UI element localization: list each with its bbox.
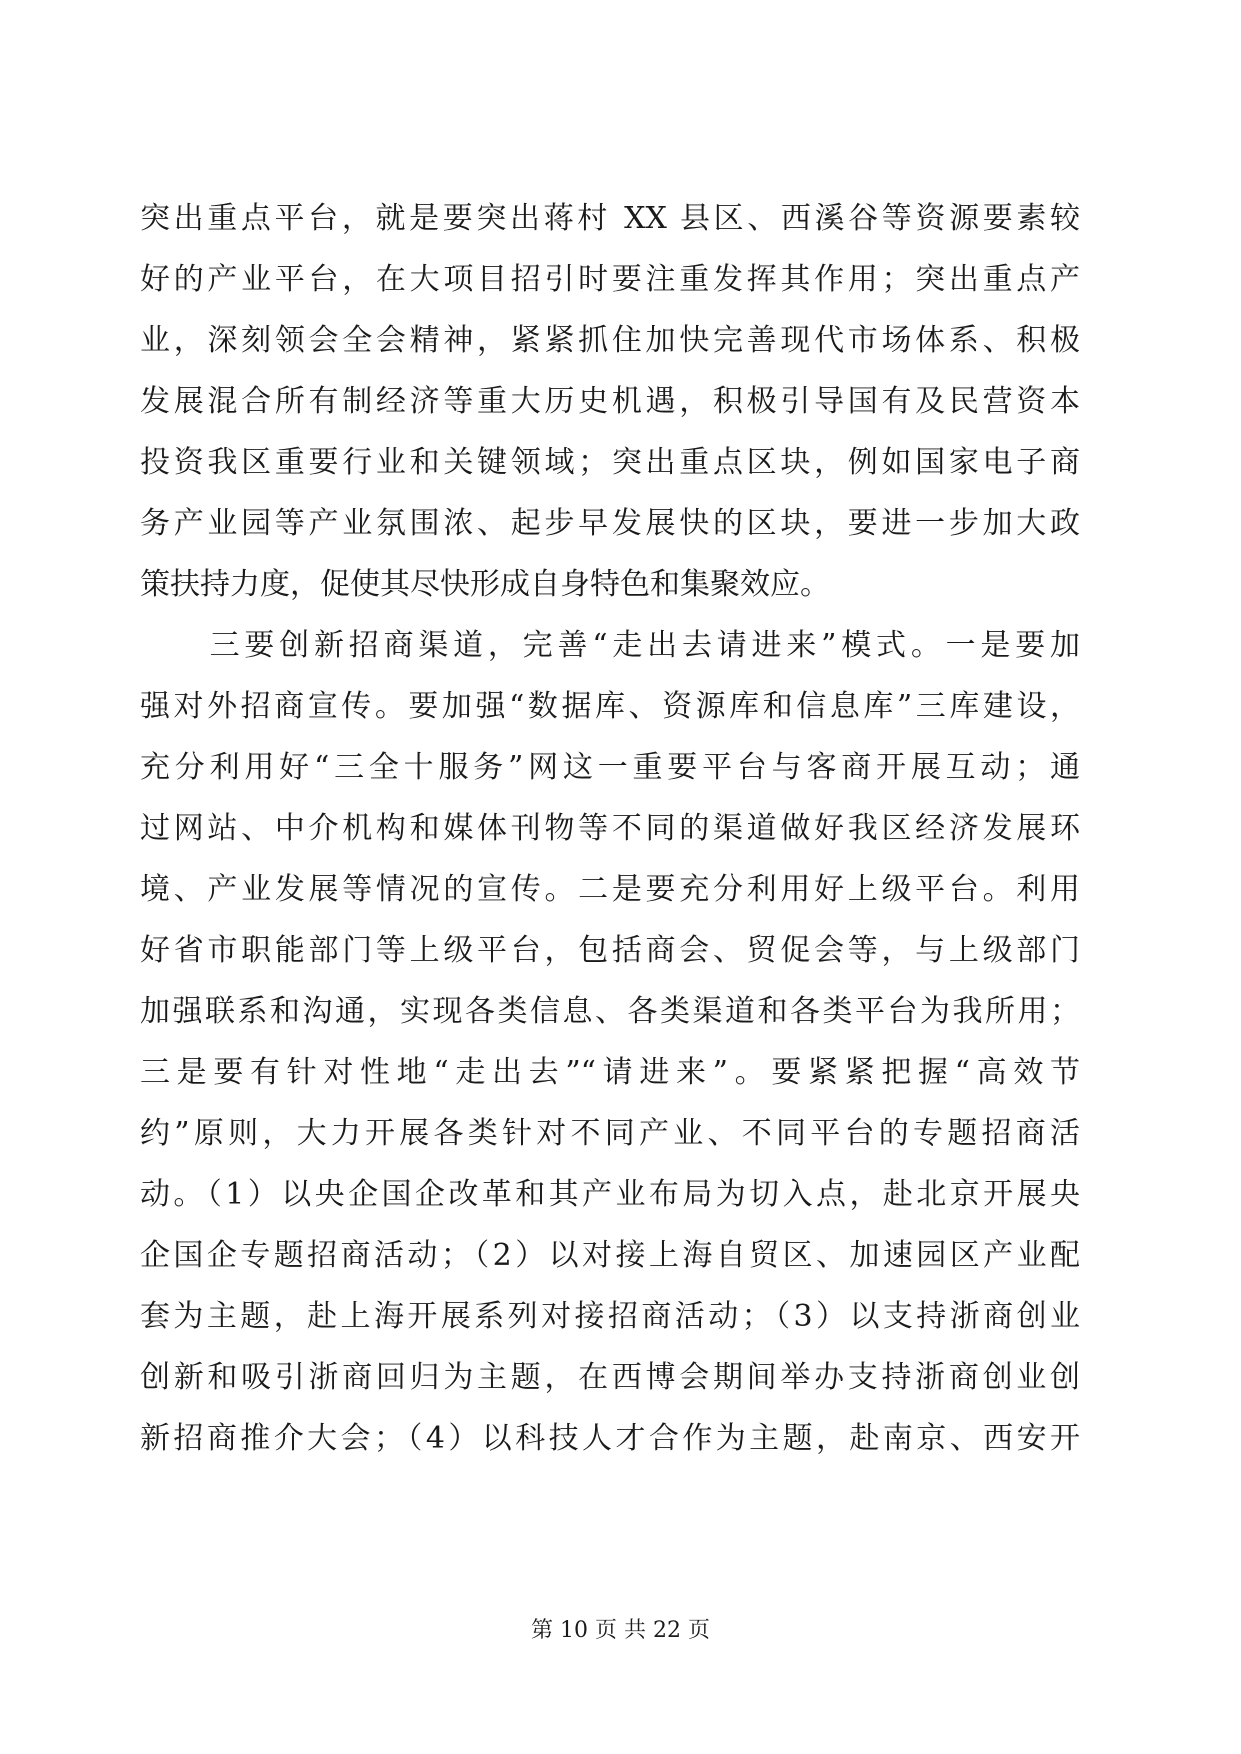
text-line: 强对外招商宣传。要加强“数据库、资源库和信息库”三库建设， <box>140 689 1080 724</box>
text-line: 新招商推介大会；（4）以科技人才合作为主题，赴南京、西安开 <box>140 1421 1080 1456</box>
text-line: 务产业园等产业氛围浓、起步早发展快的区块，要进一步加大政 <box>140 506 1080 541</box>
text-line: 突出重点平台，就是要突出蒋村 XX 县区、西溪谷等资源要素较 <box>140 201 1080 236</box>
text-line: 套为主题，赴上海开展系列对接招商活动；（3）以支持浙商创业 <box>140 1299 1080 1334</box>
text-line: 策扶持力度，促使其尽快形成自身特色和集聚效应。 <box>140 567 830 602</box>
text-line: 企国企专题招商活动；（2）以对接上海自贸区、加速园区产业配 <box>140 1238 1080 1273</box>
text-line: 三要创新招商渠道，完善“走出去请进来”模式。一是要加 <box>140 628 1080 663</box>
text-line: 充分利用好“三全十服务”网这一重要平台与客商开展互动；通 <box>140 750 1080 785</box>
text-line: 好省市职能部门等上级平台，包括商会、贸促会等，与上级部门 <box>140 933 1080 968</box>
text-line: 动。（1）以央企国企改革和其产业布局为切入点，赴北京开展央 <box>140 1177 1080 1212</box>
text-line: 投资我区重要行业和关键领域；突出重点区块，例如国家电子商 <box>140 445 1080 480</box>
page-number: 第 10 页 共 22 页 <box>531 1618 710 1643</box>
text-line: 过网站、中介机构和媒体刊物等不同的渠道做好我区经济发展环 <box>140 811 1080 846</box>
text-line: 好的产业平台，在大项目招引时要注重发挥其作用；突出重点产 <box>140 262 1080 297</box>
text-line: 发展混合所有制经济等重大历史机遇，积极引导国有及民营资本 <box>140 384 1080 419</box>
text-line: 创新和吸引浙商回归为主题，在西博会期间举办支持浙商创业创 <box>140 1360 1080 1395</box>
text-line: 加强联系和沟通，实现各类信息、各类渠道和各类平台为我所用； <box>140 994 1080 1029</box>
text-line: 业，深刻领会全会精神，紧紧抓住加快完善现代市场体系、积极 <box>140 323 1080 358</box>
text-line: 三是要有针对性地“走出去”“请进来”。要紧紧把握“高效节 <box>140 1055 1080 1090</box>
text-line: 约”原则，大力开展各类针对不同产业、不同平台的专题招商活 <box>140 1116 1080 1151</box>
text-line: 境、产业发展等情况的宣传。二是要充分利用好上级平台。利用 <box>140 872 1080 907</box>
